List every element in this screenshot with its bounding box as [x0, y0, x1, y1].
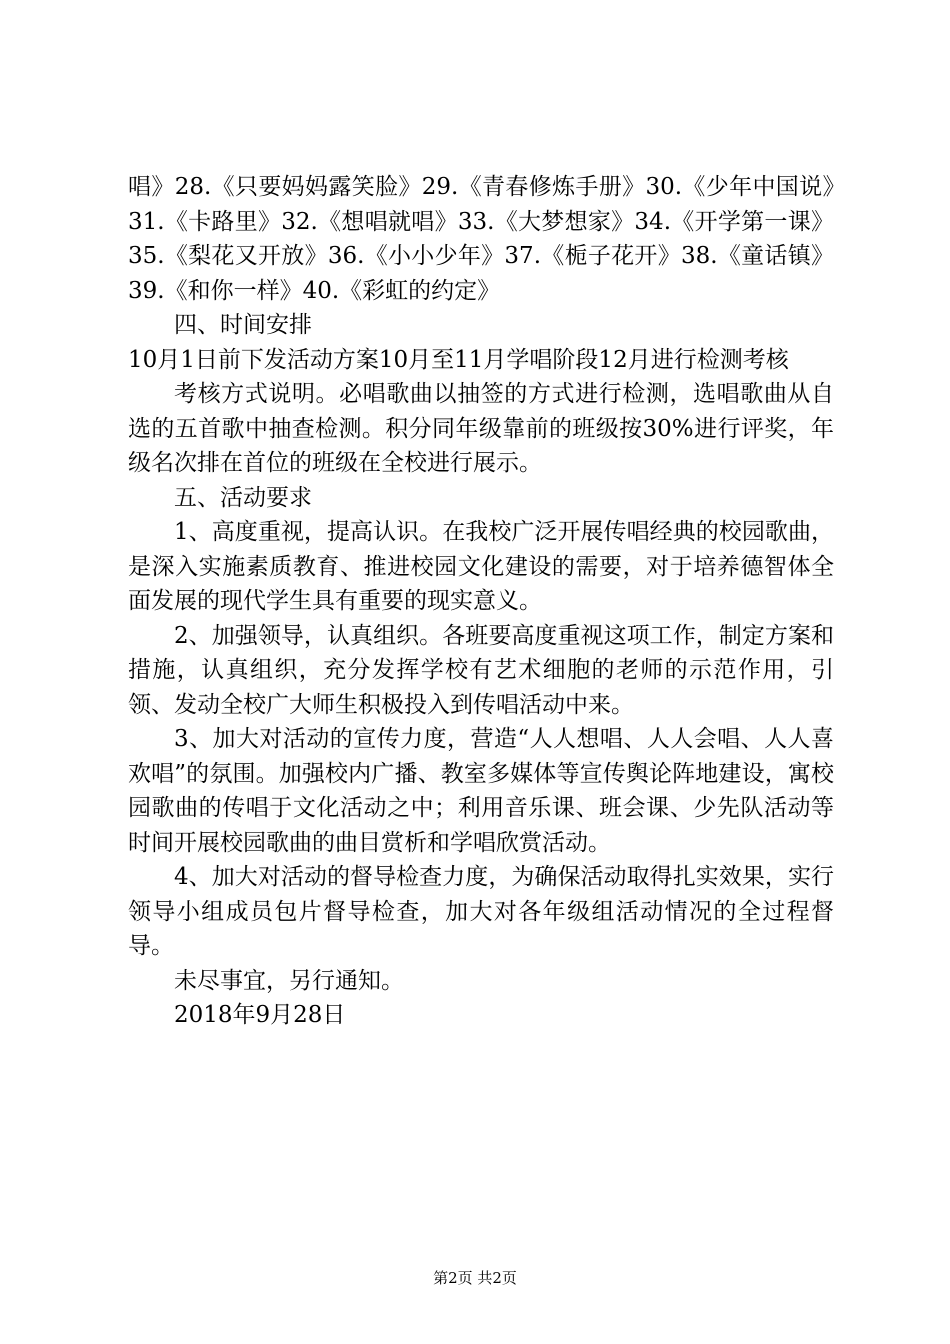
page-number-footer: 第2页 共2页: [433, 1269, 517, 1287]
heading-requirements: 五、活动要求: [174, 484, 312, 511]
paragraph-song-list: 唱》28.《只要妈妈露笑脸》29.《青春修炼手册》30.《少年中国说》31.《卡路里》32.《想唱就唱》33.《大梦想家》34.《开学第一课》35.《梨花又开放》36.《小小少年》37.《栀子花开》38.《童话镇》39.《和你一样》40.《彩虹的约定》: [128, 174, 834, 304]
paragraph-requirement-2: 2、加强领导，认真组织。各班要高度重视这项工作，制定方案和措施，认真组织，充分发挥学校有艺术细胞的老师的示范作用，引领、发动全校广大师生积极投入到传唱活动中来。: [128, 622, 834, 718]
paragraph-date: 2018年9月28日: [174, 1002, 346, 1028]
paragraph-requirement-1: 1、高度重视，提高认识。在我校广泛开展传唱经典的校园歌曲，是深入实施素质教育、推进校园文化建设的需要，对于培养德智体全面发展的现代学生具有重要的现实意义。: [128, 519, 834, 614]
paragraph-requirement-3: 3、加大对活动的宣传力度，营造“人人想唱、人人会唱、人人喜欢唱”的氛围。加强校内广播、教室多媒体等宣传舆论阵地建设，寓校园歌曲的传唱于文化活动之中；利用音乐课、班会课、少先队活动等时间开展校园歌曲的曲目赏析和学唱欣赏活动。: [128, 726, 834, 856]
heading-schedule: 四、时间安排: [174, 312, 312, 338]
document-body: [128, 170, 834, 1033]
paragraph-requirement-4: 4、加大对活动的督导检查力度，为确保活动取得扎实效果，实行领导小组成员包片督导检查，加大对各年级组活动情况的全过程督导。: [128, 864, 834, 959]
paragraph-schedule: 10月1日前下发活动方案10月至11月学唱阶段12月进行检测考核: [128, 346, 789, 373]
paragraph-notice: 未尽事宜，另行通知。: [174, 967, 404, 994]
paragraph-assessment: 考核方式说明。必唱歌曲以抽签的方式进行检测，选唱歌曲从自选的五首歌中抽查检测。积分同年级靠前的班级按30%进行评奖，年级名次排在首位的班级在全校进行展示。: [128, 381, 834, 476]
